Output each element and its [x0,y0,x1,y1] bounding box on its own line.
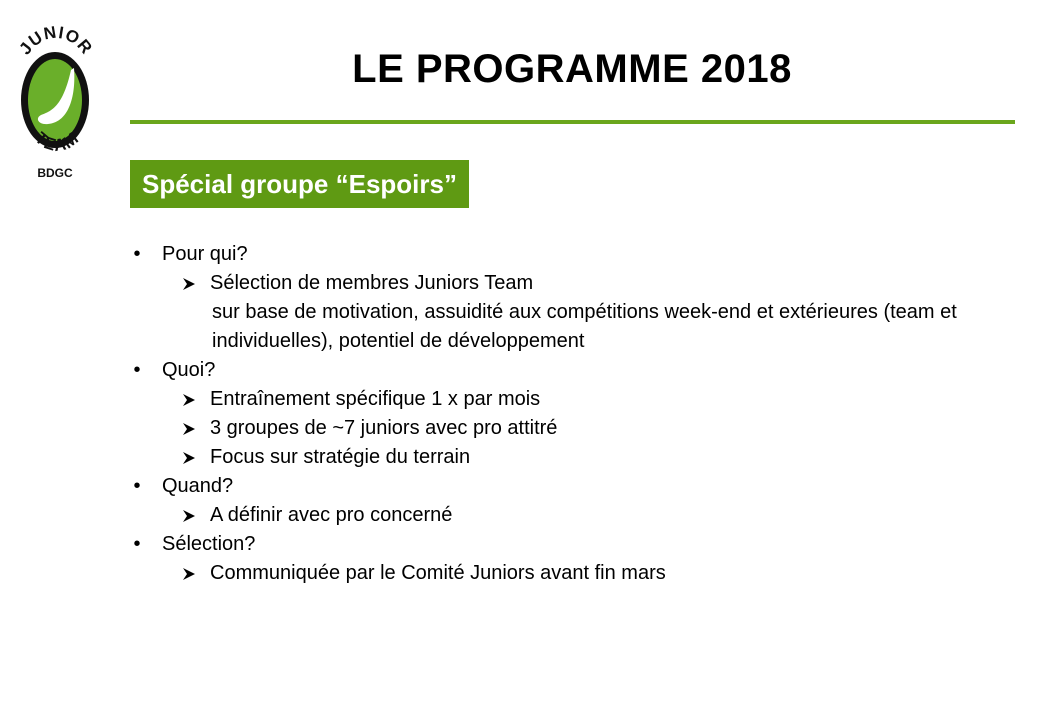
sub-item-continuation: sur base de motivation, assuidité aux compétitions week-end et extérieures (team et individuelles), potentiel de développement [212,301,957,352]
bullet-icon: • [133,475,141,497]
item-label: Sélection? [162,533,256,555]
sub-item [130,559,1030,588]
section-label: Spécial groupe “Espoirs” [130,160,469,208]
program-list [130,240,1030,588]
arrow-bullet-icon [182,509,196,523]
item-label: Quoi? [162,359,216,381]
sub-item-text: Communiquée par le Comité Juniors avant fin mars [210,562,666,584]
arrow-bullet-icon [182,277,196,291]
junior-team-logo [8,14,103,184]
bullet-icon: • [133,243,141,265]
sub-item [130,385,1030,414]
title-divider [130,120,1015,124]
list-item [130,472,1030,501]
sub-item [130,501,1030,530]
item-label: Quand? [162,475,234,497]
bullet-icon: • [133,359,141,381]
list-item [130,356,1030,385]
golf-club-logo-icon [8,14,103,184]
arrow-bullet-icon [182,451,196,465]
logo-top-text: JUNIOR [15,22,97,59]
sub-item-text: A définir avec pro concerné [210,504,453,526]
logo-club-text: BDGC [37,166,73,180]
sub-item-text: 3 groupes de ~7 juniors avec pro attitré [210,417,558,439]
sub-item [130,269,1030,298]
item-label: Pour qui? [162,243,248,265]
bullet-icon: • [133,533,141,555]
sub-item-text: Focus sur stratégie du terrain [210,446,471,468]
sub-item [130,443,1030,472]
logo-bottom-text: TEAM [31,128,83,156]
list-item [130,530,1030,559]
page-title: LE PROGRAMME 2018 [352,47,792,91]
sub-item [130,414,1030,443]
arrow-bullet-icon [182,422,196,436]
list-item [130,240,1030,269]
sub-item-text: Sélection de membres Juniors Team [210,272,534,294]
arrow-bullet-icon [182,567,196,581]
arrow-bullet-icon [182,393,196,407]
sub-item-text: Entraînement spécifique 1 x par mois [210,388,541,410]
